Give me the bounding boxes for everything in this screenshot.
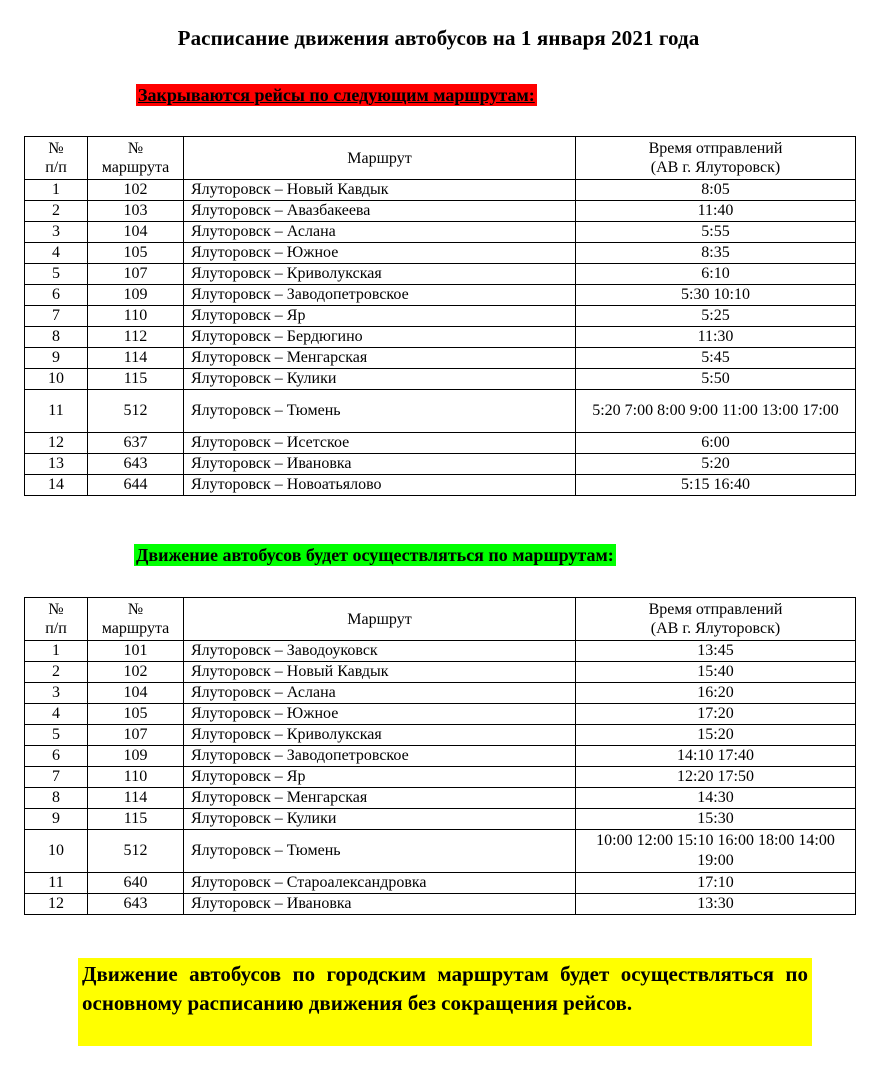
departure-times-cell: 10:00 12:00 15:10 16:00 18:00 14:00 19:00 [576,830,856,873]
header-route: Маршрут [184,137,576,180]
row-number-cell: 11 [25,873,88,894]
route-name-cell: Ялуторовск – Заводопетровское [184,746,576,767]
city-routes-note: Движение автобусов по городским маршрутам будет осуществляться по основному расписанию движения без сокращения рейсов. [78,958,812,1046]
departure-times-cell: 15:30 [576,809,856,830]
header-departure-times: Время отправлений (АВ г. Ялуторовск) [576,598,856,641]
running-routes-banner: Движение автобусов будет осуществляться по маршрутам: [136,545,614,565]
row-number-cell: 13 [25,454,88,475]
departure-times-cell: 16:20 [576,683,856,704]
route-name-cell: Ялуторовск – Менгарская [184,788,576,809]
table-row [25,327,856,348]
route-name-cell: Ялуторовск – Заводоуковск [184,641,576,662]
row-number-cell: 11 [25,390,88,433]
route-number-cell: 104 [88,683,184,704]
route-name-cell: Ялуторовск – Ивановка [184,894,576,915]
departure-times-cell: 5:30 10:10 [576,285,856,306]
table-row [25,264,856,285]
route-number-cell: 112 [88,327,184,348]
row-number-cell: 3 [25,683,88,704]
closed-routes-banner: Закрываются рейсы по следующим маршрутам: [138,85,535,105]
table-row [25,454,856,475]
departure-times-cell: 8:05 [576,180,856,201]
route-name-cell: Ялуторовск – Южное [184,704,576,725]
departure-times-cell: 13:30 [576,894,856,915]
row-number-cell: 4 [25,704,88,725]
row-number-cell: 9 [25,809,88,830]
route-name-cell: Ялуторовск – Заводопетровское [184,285,576,306]
table-row [25,201,856,222]
departure-times-cell: 6:10 [576,264,856,285]
row-number-cell: 12 [25,894,88,915]
route-name-cell: Ялуторовск – Авазбакеева [184,201,576,222]
departure-times-cell: 5:55 [576,222,856,243]
route-name-cell: Ялуторовск – Новый Кавдык [184,662,576,683]
route-number-cell: 103 [88,201,184,222]
departure-times-cell: 13:45 [576,641,856,662]
route-name-cell: Ялуторовск – Менгарская [184,348,576,369]
row-number-cell: 5 [25,264,88,285]
route-name-cell: Ялуторовск – Аслана [184,222,576,243]
route-number-cell: 105 [88,704,184,725]
route-number-cell: 114 [88,348,184,369]
route-number-cell: 110 [88,767,184,788]
departure-times-cell: 6:00 [576,433,856,454]
table-row [25,306,856,327]
row-number-cell: 9 [25,348,88,369]
route-name-cell: Ялуторовск – Южное [184,243,576,264]
route-name-cell: Ялуторовск – Бердюгино [184,327,576,348]
route-number-cell: 107 [88,264,184,285]
row-number-cell: 10 [25,830,88,873]
route-name-cell: Ялуторовск – Тюмень [184,830,576,873]
route-number-cell: 102 [88,662,184,683]
table-row [25,243,856,264]
row-number-cell: 8 [25,788,88,809]
table-row [25,746,856,767]
route-name-cell: Ялуторовск – Яр [184,767,576,788]
table-row [25,725,856,746]
page-title: Расписание движения автобусов на 1 января 2021 года [177,26,700,50]
table-row [25,704,856,725]
route-name-cell: Ялуторовск – Ивановка [184,454,576,475]
route-name-cell: Ялуторовск – Кулики [184,809,576,830]
departure-times-cell: 5:20 7:00 8:00 9:00 11:00 13:00 17:00 [576,390,856,433]
departure-times-cell: 5:20 [576,454,856,475]
running-routes-table [24,597,856,915]
route-number-cell: 105 [88,243,184,264]
table-row [25,894,856,915]
row-number-cell: 6 [25,285,88,306]
header-route-number: № маршрута [88,137,184,180]
route-number-cell: 107 [88,725,184,746]
table-row [25,809,856,830]
table-row [25,662,856,683]
departure-times-cell: 8:35 [576,243,856,264]
departure-times-cell: 11:40 [576,201,856,222]
departure-times-cell: 14:30 [576,788,856,809]
route-number-cell: 512 [88,390,184,433]
table-row [25,390,856,433]
route-number-cell: 114 [88,788,184,809]
route-name-cell: Ялуторовск – Исетское [184,433,576,454]
departure-times-cell: 5:50 [576,369,856,390]
departure-times-cell: 17:10 [576,873,856,894]
row-number-cell: 7 [25,306,88,327]
route-number-cell: 643 [88,894,184,915]
route-number-cell: 102 [88,180,184,201]
table-header-row [25,137,856,180]
route-number-cell: 109 [88,746,184,767]
route-name-cell: Ялуторовск – Криволукская [184,725,576,746]
table-header-row [25,598,856,641]
table-row [25,433,856,454]
table-row [25,222,856,243]
table-row [25,348,856,369]
route-name-cell: Ялуторовск – Яр [184,306,576,327]
route-number-cell: 115 [88,369,184,390]
route-name-cell: Ялуторовск – Новоатьялово [184,475,576,496]
table-row [25,873,856,894]
row-number-cell: 2 [25,201,88,222]
route-number-cell: 640 [88,873,184,894]
row-number-cell: 14 [25,475,88,496]
row-number-cell: 12 [25,433,88,454]
route-number-cell: 101 [88,641,184,662]
departure-times-cell: 11:30 [576,327,856,348]
row-number-cell: 4 [25,243,88,264]
route-name-cell: Ялуторовск – Новый Кавдык [184,180,576,201]
route-name-cell: Ялуторовск – Кулики [184,369,576,390]
route-number-cell: 115 [88,809,184,830]
row-number-cell: 7 [25,767,88,788]
row-number-cell: 2 [25,662,88,683]
departure-times-cell: 15:20 [576,725,856,746]
table-row [25,788,856,809]
table-row [25,180,856,201]
departure-times-cell: 14:10 17:40 [576,746,856,767]
departure-times-cell: 12:20 17:50 [576,767,856,788]
header-route: Маршрут [184,598,576,641]
closed-routes-table [24,136,856,496]
table-row [25,369,856,390]
route-name-cell: Ялуторовск – Криволукская [184,264,576,285]
header-departure-times: Время отправлений (АВ г. Ялуторовск) [576,137,856,180]
route-number-cell: 644 [88,475,184,496]
header-route-number: № маршрута [88,598,184,641]
row-number-cell: 3 [25,222,88,243]
route-number-cell: 637 [88,433,184,454]
departure-times-cell: 15:40 [576,662,856,683]
departure-times-cell: 5:45 [576,348,856,369]
row-number-cell: 5 [25,725,88,746]
route-name-cell: Ялуторовск – Аслана [184,683,576,704]
route-name-cell: Ялуторовск – Тюмень [184,390,576,433]
route-number-cell: 512 [88,830,184,873]
route-number-cell: 109 [88,285,184,306]
row-number-cell: 1 [25,180,88,201]
table-row [25,830,856,873]
table-row [25,683,856,704]
departure-times-cell: 5:15 16:40 [576,475,856,496]
departure-times-cell: 5:25 [576,306,856,327]
table-row [25,641,856,662]
row-number-cell: 8 [25,327,88,348]
table-row [25,285,856,306]
route-number-cell: 104 [88,222,184,243]
departure-times-cell: 17:20 [576,704,856,725]
table-row [25,767,856,788]
header-row-number: № п/п [25,598,88,641]
route-number-cell: 643 [88,454,184,475]
row-number-cell: 6 [25,746,88,767]
route-number-cell: 110 [88,306,184,327]
row-number-cell: 1 [25,641,88,662]
row-number-cell: 10 [25,369,88,390]
header-row-number: № п/п [25,137,88,180]
route-name-cell: Ялуторовск – Староалександровка [184,873,576,894]
table-row [25,475,856,496]
